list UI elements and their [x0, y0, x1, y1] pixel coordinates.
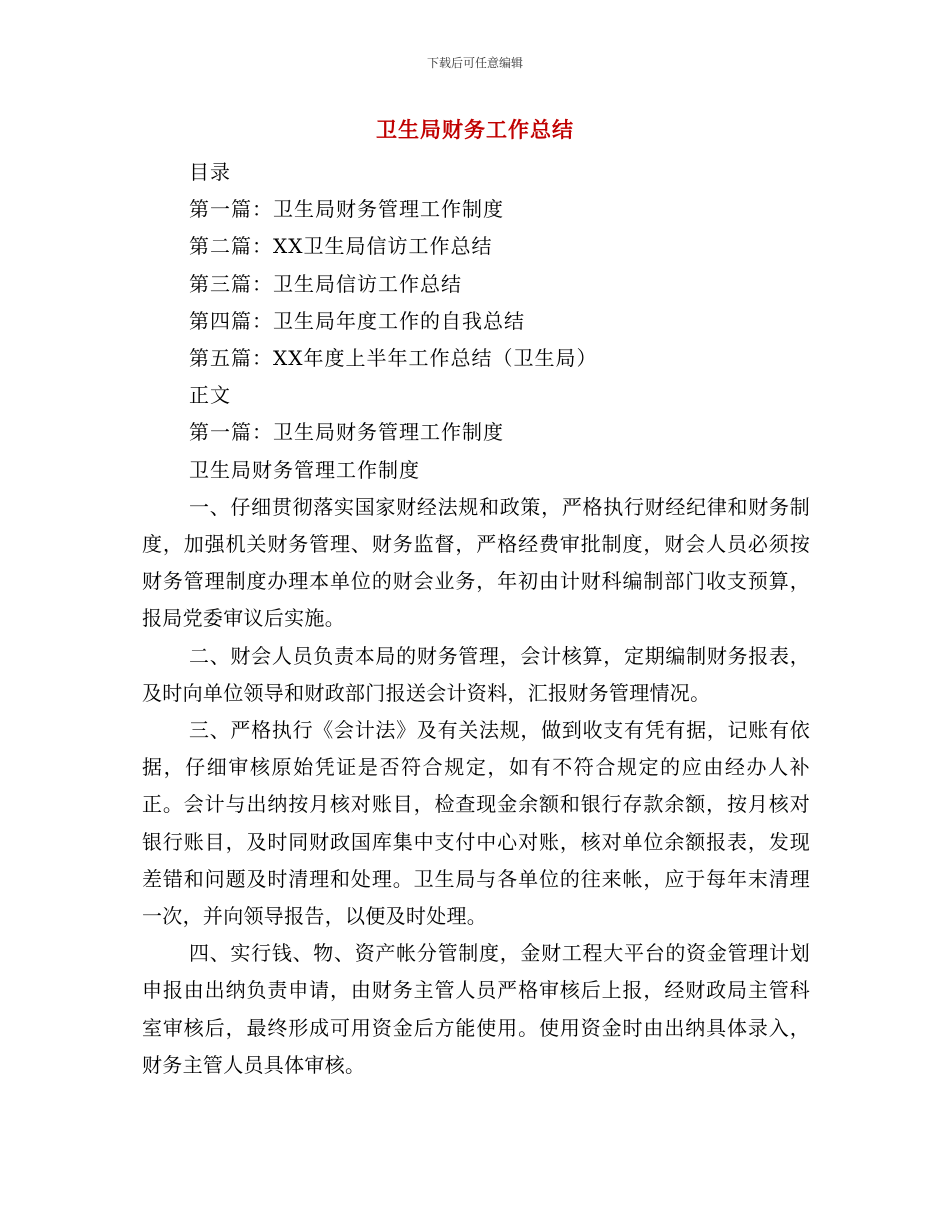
section-subtitle: 卫生局财务管理工作制度 — [189, 457, 420, 482]
document-body — [142, 154, 810, 1084]
document-title: 卫生局财务工作总结 — [376, 118, 574, 142]
toc-heading: 目录 — [189, 160, 231, 184]
toc-item: 第三篇：卫生局信访工作总结 — [189, 271, 462, 296]
paragraph: 一、仔细贯彻落实国家财经法规和政策，严格执行财经纪律和财务制度，加强机关财务管理、财务监督，严格经费审批制度，财会人员必须按财务管理制度办理本单位的财会业务，年初由计财科编制部门收支预算，报局党委审议后实施。 — [142, 494, 810, 631]
paragraph: 二、财会人员负责本局的财务管理，会计核算，定期编制财务报表，及时向单位领导和财政部门报送会计资料，汇报财务管理情况。 — [142, 643, 810, 705]
toc-item: 第一篇：卫生局财务管理工作制度 — [189, 197, 504, 222]
toc-item: 第四篇：卫生局年度工作的自我总结 — [189, 308, 525, 333]
body-heading: 正文 — [189, 383, 231, 408]
section-title: 第一篇：卫生局财务管理工作制度 — [189, 420, 504, 445]
paragraph: 三、严格执行《会计法》及有关法规，做到收支有凭有据，记账有依据，仔细审核原始凭证是否符合规定，如有不符合规定的应由经办人补正。会计与出纳按月核对账目，检查现金余额和银行存款余额，按月核对银行账目，及时同财政国库集中支付中心对账，核对单位余额报表，发现差错和问题及时清理和处理。卫生局与各单位的往来帐，应于每年末清理一次，并向领导报告，以便及时处理。 — [142, 717, 810, 928]
paragraph: 四、实行钱、物、资产帐分管制度，金财工程大平台的资金管理计划申报由出纳负责申请，由财务主管人员严格审核后上报，经财政局主管科室审核后，最终形成可用资金后方能使用。使用资金时由出纳具体录入，财务主管人员具体审核。 — [142, 941, 810, 1077]
toc-item: 第五篇：XX年度上半年工作总结（卫生局） — [189, 345, 598, 370]
header-note: 下载后可任意编辑 — [426, 56, 523, 70]
toc-item: 第二篇：XX卫生局信访工作总结 — [189, 234, 493, 259]
